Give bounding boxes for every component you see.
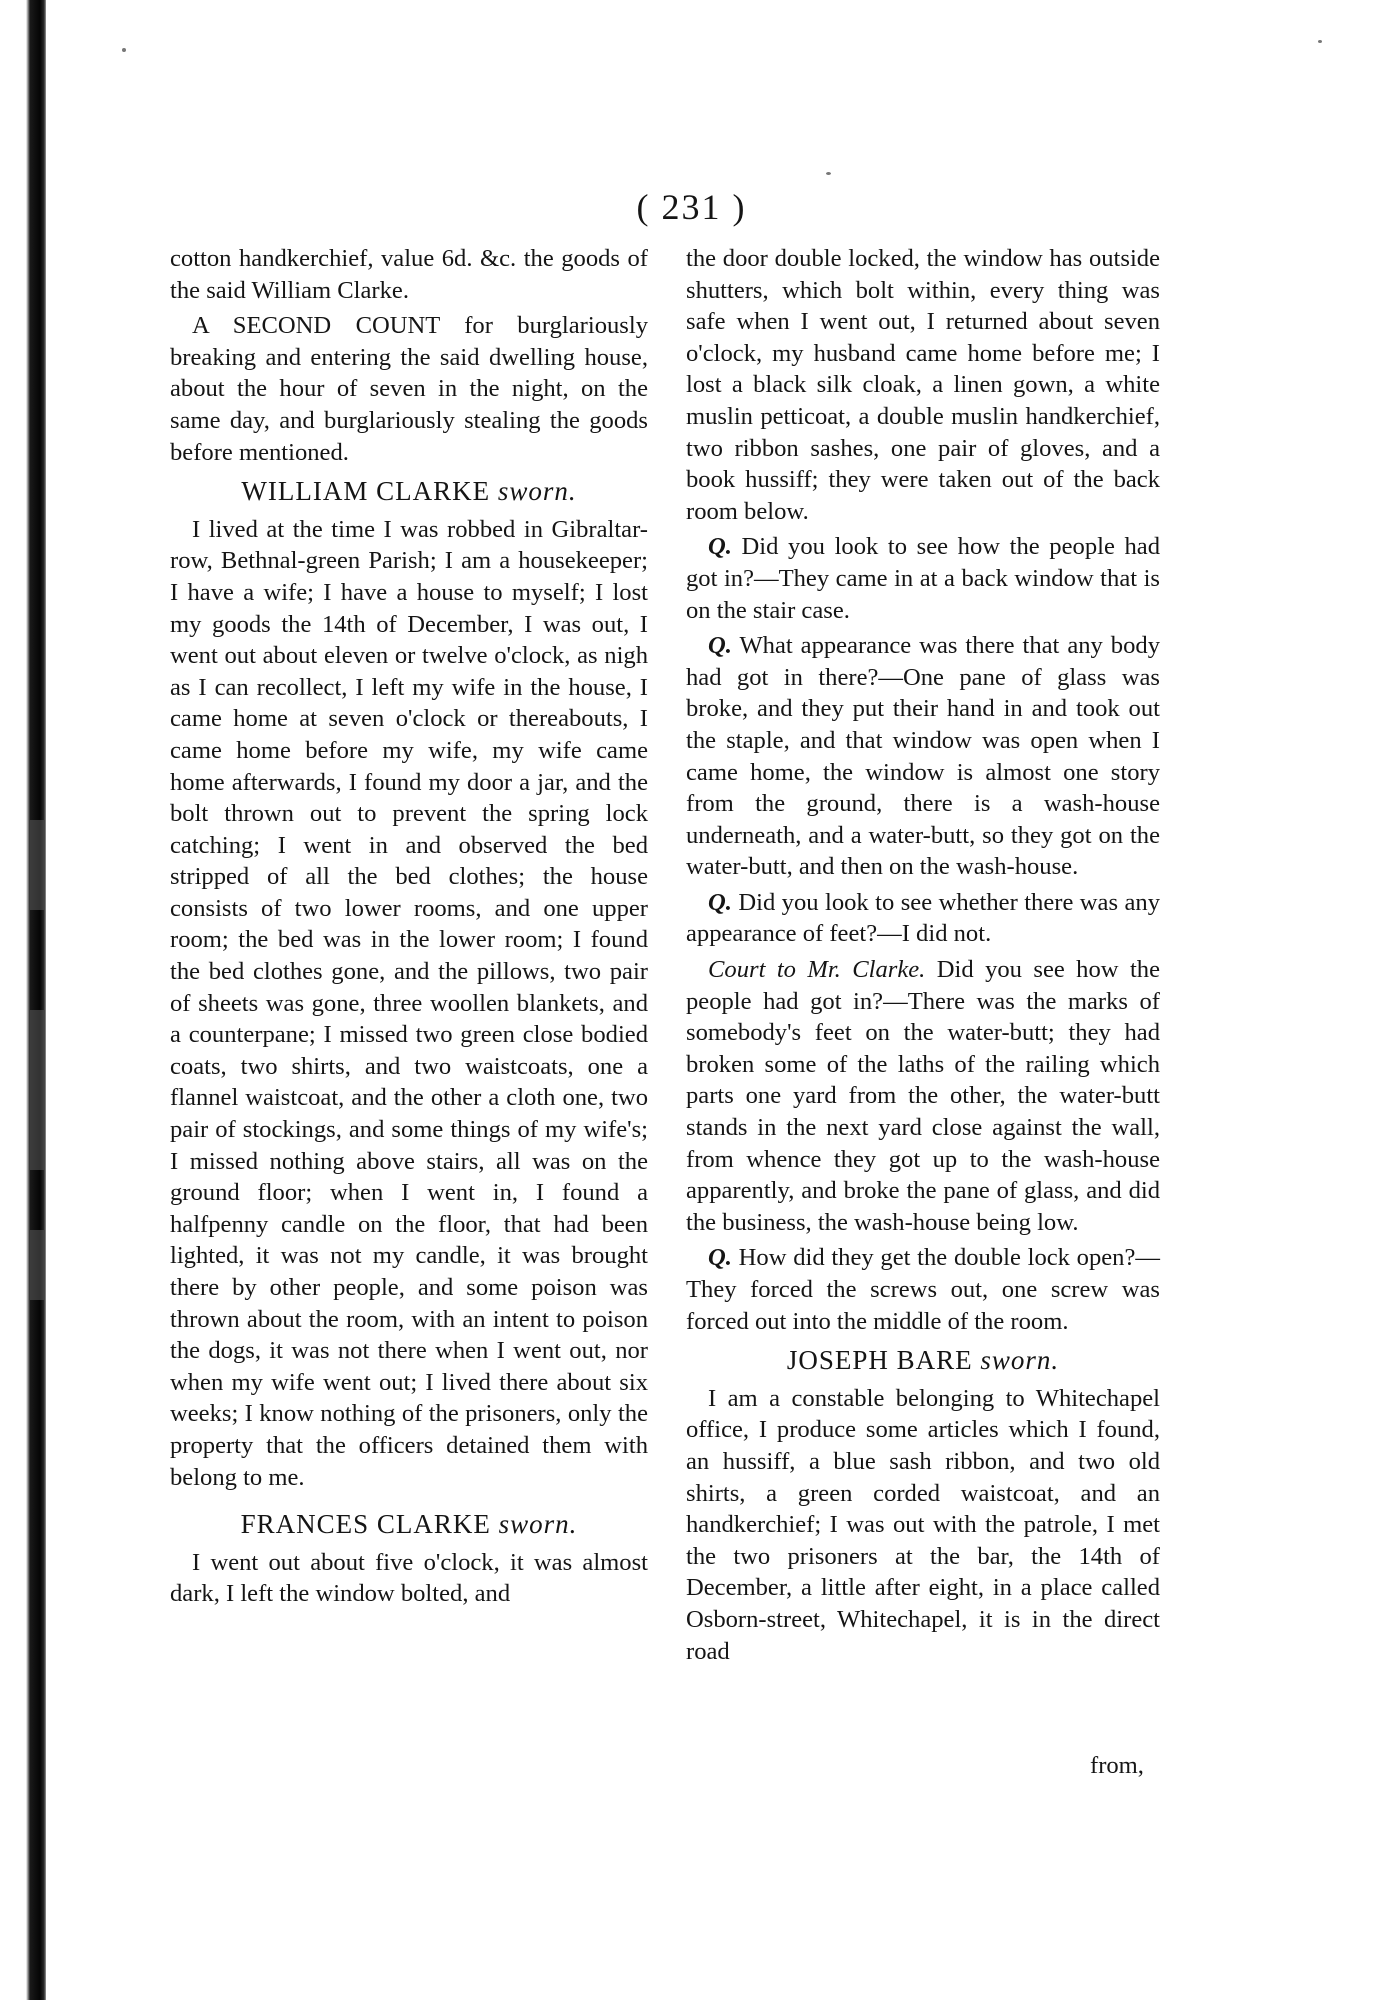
paper-speck — [826, 172, 831, 175]
question-text: Did you look to see whether there was any appearance of feet?—I did not. — [686, 888, 1160, 948]
catchword: from, — [1090, 1752, 1144, 1779]
witness-heading — [686, 1345, 1160, 1377]
left-column — [170, 243, 648, 1610]
paragraph: I lived at the time I was robbed in Gibraltar-row, Bethnal-green Parish; I am a housekeeper; I have a wife; I have a house to myself; I lost my goods the 14th of December, I was out, I went out about eleven or twelve o'clock, as nigh as I can recollect, I left my wife in the house, I came home at seven o'clock or thereabouts, I came home before my wife, my wife came home afterwards, I found my door a jar, and the bolt thrown out to prevent the spring lock catching; I went in and observed the bed stripped of all the bed clothes; the house consists of two lower rooms, and one upper room; the bed was in the lower room; I found the bed clothes gone, and the pillows, two pair of sheets was gone, three woollen blankets, and a counterpane; I missed two green close bodied coats, two shirts, and two waistcoats, one a flannel waistcoat, and the other a cloth one, two pair of stockings, and some things of my wife's; I missed nothing above stairs, all was on the ground floor; when I went in, I found a halfpenny candle on the floor, that had been lighted, it was not my candle, it was brought there by other people, and some poison was thrown about the room, with an intent to poison the dogs, it was not there when I went out, nor when my wife went out; I lived there about six weeks; I know nothing of the prisoners, only the property that the officers detained them with belong to me. — [170, 515, 648, 1491]
question-mark: Q. — [708, 533, 732, 561]
paragraph: cotton handkerchief, value 6d. &c. the goods of the said William Clarke. — [170, 245, 648, 304]
binding-mottle — [30, 820, 44, 910]
question-paragraph — [686, 1242, 1160, 1337]
question-paragraph — [686, 887, 1160, 950]
question-paragraph — [686, 630, 1160, 883]
witness-heading — [170, 476, 648, 508]
right-column — [686, 243, 1160, 1667]
court-paragraph — [686, 954, 1160, 1238]
witness-name: FRANCES CLARKE — [240, 1509, 491, 1540]
question-text: What appearance was there that any body had got in there?—One pane of glass was broke, and they put their hand in and took out the staple, and that window was open when I came home, the window is almost one story from the ground, there is a wash-house underneath, and a water-butt, so they got on the water-butt, and then on the wash-house. — [686, 632, 1160, 881]
witness-name: JOSEPH BARE — [786, 1345, 973, 1376]
witness-heading — [170, 1509, 648, 1541]
question-mark: Q. — [708, 1244, 732, 1272]
paragraph: I am a constable belonging to Whitechapel office, I produce some articles which I found, an hussiff, a blue sash ribbon, and two old shirts, a green corded waistcoat, and an handkerchief; I was out with the patrole, I met the two prisoners at the bar, the 14th of December, a little after eight, in a place called Osborn-street, Whitechapel, it is in the direct road — [686, 1384, 1160, 1665]
book-binding-edge — [0, 0, 46, 2000]
sworn-label: sworn. — [980, 1345, 1060, 1376]
question-mark: Q. — [708, 632, 732, 660]
binding-mottle — [30, 1230, 44, 1300]
paper-speck — [122, 48, 126, 52]
court-label: Court to Mr. Clarke. — [708, 956, 926, 984]
sworn-label: sworn. — [498, 1509, 578, 1540]
sworn-label: sworn. — [497, 476, 577, 507]
paper-speck — [1318, 40, 1322, 43]
question-mark: Q. — [708, 888, 732, 916]
paragraph: A SECOND COUNT for burglariously breaking and entering the said dwelling house, about the hour of seven in the night, on the same day, and burglariously stealing the goods before mentioned. — [170, 312, 648, 466]
binding-mottle — [30, 1010, 44, 1170]
paragraph: the door double locked, the window has outside shutters, which bolt within, every thing was safe when I went out, I returned about seven o'clock, my husband came home before me; I lost a black silk cloak, a linen gown, a white muslin petticoat, a double muslin handkerchief, two ribbon sashes, one pair of gloves, and a book hussiff; they were taken out of the back room below. — [686, 245, 1160, 525]
witness-name: WILLIAM CLARKE — [241, 476, 491, 507]
question-text: Did you look to see how the people had got in?—They came in at a back window that is on the stair case. — [686, 533, 1160, 624]
question-paragraph — [686, 531, 1160, 626]
page-number: ( 231 ) — [636, 187, 747, 227]
question-text: How did they get the double lock open?—They forced the screws out, one screw was forced out into the middle of the room. — [686, 1244, 1160, 1335]
court-text: Did you see how the people had got in?—There was the marks of somebody's feet on the water-butt; they had broken some of the laths of the railing which parts one yard from the other, the water-butt stands in the next yard close against the wall, from whence they got up to the wash-house apparently, and broke the pane of glass, and did the business, the wash-house being low. — [686, 956, 1160, 1236]
paragraph: I went out about five o'clock, it was almost dark, I left the window bolted, and — [170, 1548, 648, 1608]
